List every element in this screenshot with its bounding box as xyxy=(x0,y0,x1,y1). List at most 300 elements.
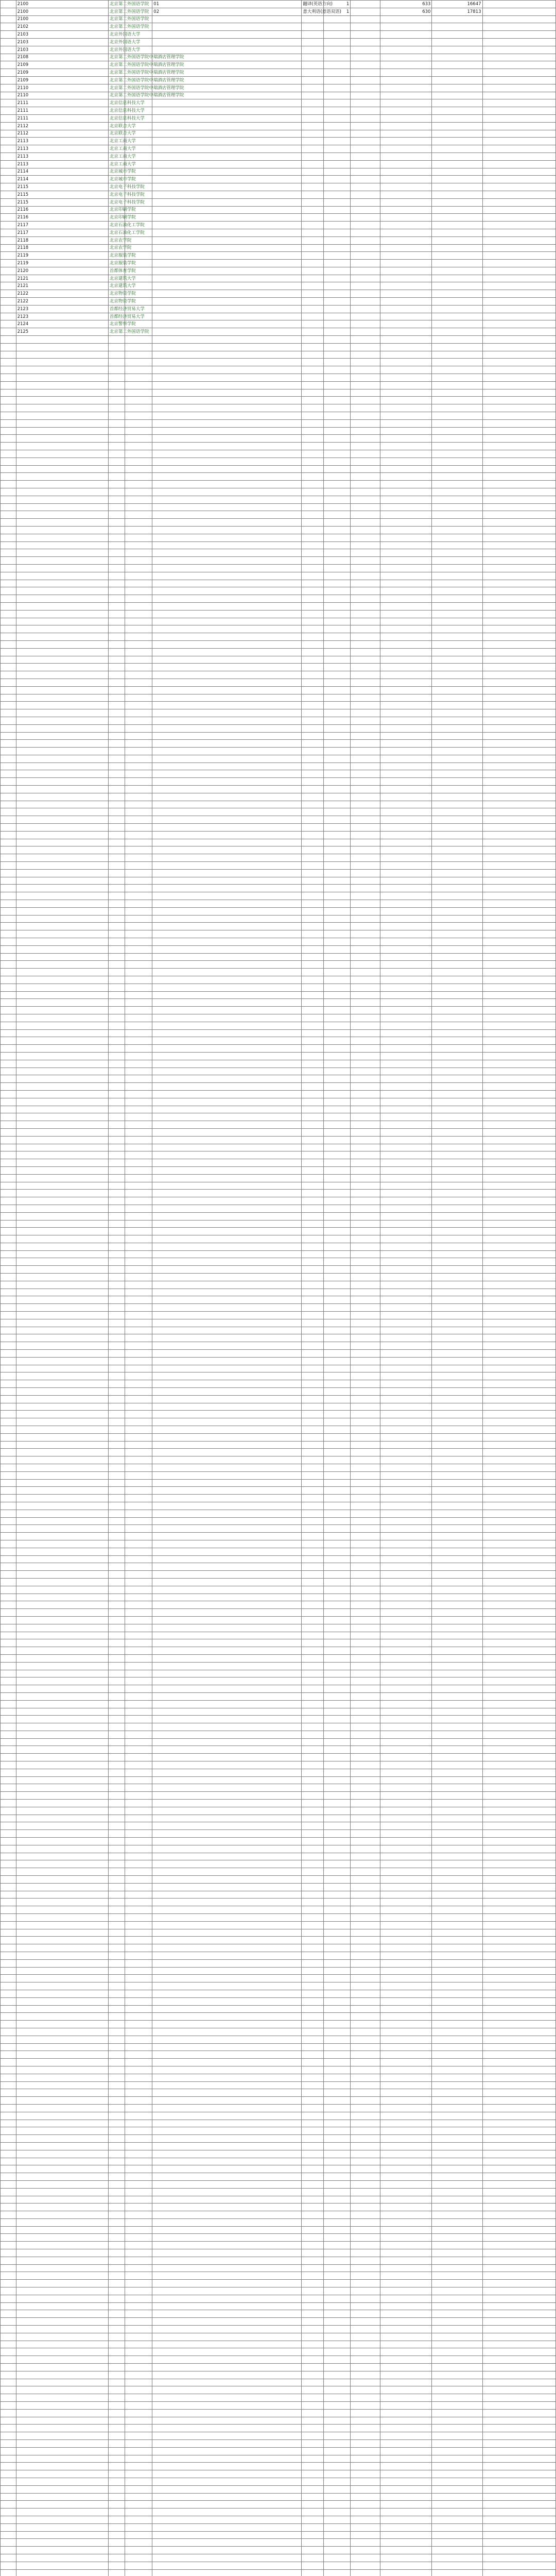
major-code-cell xyxy=(152,854,302,862)
enrolled-cell xyxy=(351,1372,380,1380)
plan-count-cell xyxy=(323,2516,351,2523)
min-rank-cell xyxy=(432,473,482,481)
code-cell xyxy=(16,2547,108,2554)
min-score-cell xyxy=(380,831,432,839)
plan-count-cell xyxy=(323,1891,351,1899)
batch-cell xyxy=(125,1388,152,1396)
enrolled-cell xyxy=(351,152,380,160)
batch-cell xyxy=(125,572,152,580)
plan-count-cell xyxy=(323,176,351,183)
enrolled-cell xyxy=(351,724,380,732)
plan-count-cell xyxy=(323,1677,351,1685)
min-score-cell xyxy=(380,412,432,420)
min-rank-cell xyxy=(432,602,482,610)
batch-cell xyxy=(125,1525,152,1533)
row-number-cell xyxy=(1,625,16,633)
note-cell xyxy=(482,892,555,900)
note-cell xyxy=(482,1312,555,1319)
code-cell xyxy=(16,2440,108,2448)
school-name-cell xyxy=(108,1319,125,1327)
table-row xyxy=(1,1876,556,1884)
batch-cell xyxy=(125,1982,152,1990)
code-cell: 2113 xyxy=(16,160,108,168)
major-code-cell xyxy=(152,198,302,206)
major-code-cell xyxy=(152,2463,302,2470)
plan-count-cell xyxy=(323,107,351,115)
enrolled-cell xyxy=(351,15,380,23)
major-code-cell xyxy=(152,656,302,664)
min-rank-cell xyxy=(432,1327,482,1334)
plan-count-cell xyxy=(323,961,351,969)
note-cell xyxy=(482,1495,555,1502)
min-rank-cell xyxy=(432,1548,482,1555)
major-code-cell xyxy=(152,1113,302,1121)
row-number-cell xyxy=(1,1357,16,1365)
enrolled-cell xyxy=(351,1090,380,1098)
major-name-cell xyxy=(302,130,323,138)
major-name-cell xyxy=(302,374,323,382)
enrolled-cell xyxy=(351,2242,380,2249)
school-name-cell xyxy=(108,2158,125,2165)
batch-cell xyxy=(125,1182,152,1190)
min-score-cell xyxy=(380,336,432,344)
major-code-cell xyxy=(152,2036,302,2043)
major-code-cell xyxy=(152,145,302,153)
major-code-cell xyxy=(152,640,302,648)
note-cell xyxy=(482,152,555,160)
major-code-cell xyxy=(152,1487,302,1495)
plan-count-cell xyxy=(323,260,351,267)
plan-count-cell xyxy=(323,1372,351,1380)
enrolled-cell xyxy=(351,2539,380,2547)
code-cell xyxy=(16,923,108,930)
note-cell xyxy=(482,1197,555,1205)
enrolled-cell xyxy=(351,481,380,488)
note-cell xyxy=(482,252,555,260)
batch-cell xyxy=(125,892,152,900)
code-cell xyxy=(16,1388,108,1396)
major-code-cell xyxy=(152,2142,302,2150)
major-name-cell xyxy=(302,2196,323,2204)
enrolled-cell xyxy=(351,869,380,877)
school-name-cell xyxy=(108,2226,125,2234)
min-rank-cell xyxy=(432,724,482,732)
enrolled-cell xyxy=(351,1327,380,1334)
batch-cell xyxy=(125,2432,152,2440)
table-row xyxy=(1,991,556,999)
min-rank-cell xyxy=(432,2226,482,2234)
table-row xyxy=(1,717,556,724)
school-name-cell xyxy=(108,885,125,892)
code-cell xyxy=(16,1403,108,1411)
min-rank-cell xyxy=(432,122,482,130)
code-cell xyxy=(16,1266,108,1274)
school-name-cell: 北京服装学院 xyxy=(108,260,125,267)
code-cell xyxy=(16,1967,108,1975)
code-cell xyxy=(16,770,108,778)
plan-count-cell xyxy=(323,824,351,832)
note-cell xyxy=(482,1944,555,1952)
major-name-cell xyxy=(302,1776,323,1784)
table-row xyxy=(1,457,556,465)
min-rank-cell xyxy=(432,1716,482,1723)
row-number-cell xyxy=(1,1456,16,1464)
min-score-cell xyxy=(380,1906,432,1914)
min-score-cell xyxy=(380,435,432,443)
code-cell xyxy=(16,2112,108,2120)
note-cell xyxy=(482,762,555,770)
school-name-cell xyxy=(108,1632,125,1639)
code-cell: 2103 xyxy=(16,46,108,54)
major-name-cell xyxy=(302,1190,323,1197)
note-cell xyxy=(482,2242,555,2249)
batch-cell xyxy=(125,839,152,846)
plan-count-cell xyxy=(323,1159,351,1167)
major-name-cell xyxy=(302,1609,323,1617)
plan-count-cell xyxy=(323,1776,351,1784)
major-name-cell xyxy=(302,2066,323,2074)
major-name-cell xyxy=(302,656,323,664)
batch-cell xyxy=(125,1128,152,1136)
row-number-cell xyxy=(1,1258,16,1266)
enrolled-cell xyxy=(351,1548,380,1555)
major-name-cell xyxy=(302,267,323,275)
batch-cell xyxy=(125,2257,152,2264)
note-cell xyxy=(482,1563,555,1571)
major-name-cell xyxy=(302,222,323,229)
min-rank-cell xyxy=(432,366,482,374)
enrolled-cell xyxy=(351,1357,380,1365)
table-row xyxy=(1,1716,556,1723)
batch-cell xyxy=(125,2501,152,2509)
major-name-cell xyxy=(302,526,323,534)
major-code-cell xyxy=(152,412,302,420)
min-rank-cell xyxy=(432,953,482,961)
code-cell xyxy=(16,1586,108,1594)
row-number-cell xyxy=(1,1830,16,1838)
school-name-cell xyxy=(108,2234,125,2242)
table-row xyxy=(1,1830,556,1838)
major-code-cell xyxy=(152,1151,302,1159)
plan-count-cell xyxy=(323,419,351,427)
enrolled-cell xyxy=(351,1334,380,1342)
major-code-cell xyxy=(152,2295,302,2302)
table-row xyxy=(1,1815,556,1822)
code-cell xyxy=(16,1342,108,1350)
plan-count-cell xyxy=(323,1792,351,1800)
table-row xyxy=(1,2295,556,2302)
min-rank-cell xyxy=(432,2135,482,2143)
min-rank-cell xyxy=(432,229,482,236)
major-code-cell xyxy=(152,2249,302,2257)
major-code-cell xyxy=(152,1418,302,1426)
note-cell xyxy=(482,76,555,84)
note-cell xyxy=(482,1754,555,1761)
table-row xyxy=(1,481,556,488)
school-name-cell xyxy=(108,2242,125,2249)
code-cell xyxy=(16,686,108,694)
note-cell xyxy=(482,214,555,222)
school-name-cell xyxy=(108,717,125,724)
code-cell xyxy=(16,1784,108,1792)
enrolled-cell xyxy=(351,1037,380,1045)
major-name-cell xyxy=(302,152,323,160)
major-code-cell xyxy=(152,2310,302,2318)
major-name-cell xyxy=(302,1411,323,1418)
plan-count-cell xyxy=(323,2501,351,2509)
plan-count-cell xyxy=(323,1266,351,1274)
plan-count-cell xyxy=(323,1654,351,1662)
enrolled-cell xyxy=(351,1113,380,1121)
major-code-cell xyxy=(152,740,302,748)
enrolled-cell xyxy=(351,236,380,244)
row-number-cell xyxy=(1,84,16,92)
note-cell xyxy=(482,541,555,549)
code-cell xyxy=(16,831,108,839)
table-row xyxy=(1,260,556,267)
enrolled-cell xyxy=(351,1228,380,1235)
note-cell xyxy=(482,2386,555,2394)
min-rank-cell xyxy=(432,31,482,39)
min-score-cell xyxy=(380,1761,432,1769)
plan-count-cell xyxy=(323,2264,351,2272)
enrolled-cell xyxy=(351,76,380,84)
school-name-cell xyxy=(108,938,125,946)
row-number-cell xyxy=(1,1906,16,1914)
table-row xyxy=(1,1784,556,1792)
row-number-cell xyxy=(1,152,16,160)
table-row xyxy=(1,671,556,679)
plan-count-cell xyxy=(323,336,351,344)
row-number-cell xyxy=(1,1959,16,1967)
enrolled-cell xyxy=(351,2547,380,2554)
code-cell xyxy=(16,1670,108,1677)
school-name-cell xyxy=(108,1136,125,1144)
enrolled-cell xyxy=(351,366,380,374)
min-score-cell xyxy=(380,2173,432,2181)
min-score-cell xyxy=(380,305,432,313)
major-code-cell xyxy=(152,2302,302,2310)
min-score-cell xyxy=(380,2302,432,2310)
note-cell xyxy=(482,1800,555,1807)
major-name-cell xyxy=(302,1517,323,1525)
table-row xyxy=(1,2409,556,2417)
major-code-cell xyxy=(152,1860,302,1868)
plan-count-cell xyxy=(323,206,351,214)
row-number-cell xyxy=(1,1037,16,1045)
major-code-cell xyxy=(152,793,302,801)
code-cell xyxy=(16,610,108,618)
min-rank-cell xyxy=(432,1121,482,1129)
enrolled-cell xyxy=(351,267,380,275)
note-cell xyxy=(482,2478,555,2485)
note-cell xyxy=(482,1609,555,1617)
min-rank-cell xyxy=(432,2509,482,2516)
min-score-cell xyxy=(380,519,432,527)
school-name-cell xyxy=(108,2409,125,2417)
batch-cell xyxy=(125,748,152,755)
min-rank-cell xyxy=(432,557,482,565)
code-cell xyxy=(16,2287,108,2295)
major-name-cell xyxy=(302,427,323,435)
major-name-cell xyxy=(302,1228,323,1235)
min-rank-cell xyxy=(432,702,482,709)
note-cell xyxy=(482,770,555,778)
plan-count-cell xyxy=(323,640,351,648)
major-code-cell xyxy=(152,404,302,412)
plan-count-cell xyxy=(323,1357,351,1365)
min-score-cell xyxy=(380,260,432,267)
code-cell xyxy=(16,2158,108,2165)
plan-count-cell xyxy=(323,1723,351,1731)
batch-cell xyxy=(125,534,152,541)
major-code-cell xyxy=(152,999,302,1007)
school-name-cell: 北京第二外国语学院 xyxy=(108,8,125,15)
min-score-cell xyxy=(380,717,432,724)
table-row xyxy=(1,2158,556,2165)
major-name-cell xyxy=(302,1906,323,1914)
min-score-cell xyxy=(380,275,432,282)
min-rank-cell xyxy=(432,2120,482,2127)
plan-count-cell xyxy=(323,953,351,961)
code-cell xyxy=(16,1883,108,1891)
code-cell xyxy=(16,1106,108,1113)
note-cell xyxy=(482,481,555,488)
note-cell xyxy=(482,1487,555,1495)
batch-cell xyxy=(125,1876,152,1884)
note-cell xyxy=(482,2287,555,2295)
code-cell xyxy=(16,549,108,557)
row-number-cell xyxy=(1,1571,16,1579)
code-cell xyxy=(16,709,108,717)
code-cell xyxy=(16,2043,108,2051)
note-cell xyxy=(482,366,555,374)
major-name-cell xyxy=(302,976,323,984)
major-name-cell xyxy=(302,443,323,450)
enrolled-cell xyxy=(351,1746,380,1754)
code-cell xyxy=(16,778,108,786)
table-row xyxy=(1,138,556,145)
major-code-cell xyxy=(152,1838,302,1845)
school-name-cell xyxy=(108,1563,125,1571)
code-cell xyxy=(16,2120,108,2127)
major-name-cell xyxy=(302,557,323,565)
row-number-cell xyxy=(1,1746,16,1754)
table-row xyxy=(1,892,556,900)
major-code-cell xyxy=(152,984,302,991)
plan-count-cell xyxy=(323,915,351,923)
enrolled-cell xyxy=(351,610,380,618)
major-code-cell xyxy=(152,953,302,961)
note-cell xyxy=(482,1997,555,2005)
major-code-cell xyxy=(152,2478,302,2485)
plan-count-cell xyxy=(323,816,351,824)
plan-count-cell xyxy=(323,1456,351,1464)
major-code-cell xyxy=(152,1426,302,1434)
min-rank-cell xyxy=(432,999,482,1007)
row-number-cell xyxy=(1,1800,16,1807)
code-cell xyxy=(16,1807,108,1815)
note-cell xyxy=(482,816,555,824)
enrolled-cell xyxy=(351,2485,380,2493)
batch-cell xyxy=(125,793,152,801)
code-cell xyxy=(16,2402,108,2410)
enrolled-cell xyxy=(351,1670,380,1677)
batch-cell xyxy=(125,2188,152,2196)
major-code-cell xyxy=(152,2059,302,2066)
batch-cell xyxy=(125,374,152,382)
code-cell xyxy=(16,1708,108,1716)
code-cell xyxy=(16,1281,108,1289)
school-name-cell xyxy=(108,1327,125,1334)
major-name-cell xyxy=(302,999,323,1007)
code-cell xyxy=(16,740,108,748)
note-cell xyxy=(482,1776,555,1784)
row-number-cell xyxy=(1,2081,16,2089)
major-name-cell xyxy=(302,1296,323,1304)
plan-count-cell xyxy=(323,2204,351,2211)
min-rank-cell xyxy=(432,1517,482,1525)
enrolled-cell xyxy=(351,2188,380,2196)
min-score-cell xyxy=(380,2394,432,2402)
code-cell xyxy=(16,2021,108,2028)
plan-count-cell xyxy=(323,61,351,69)
school-name-cell xyxy=(108,1441,125,1449)
major-name-cell xyxy=(302,2097,323,2105)
note-cell xyxy=(482,824,555,832)
row-number-cell xyxy=(1,320,16,328)
school-name-cell xyxy=(108,793,125,801)
school-name-cell xyxy=(108,1258,125,1266)
min-rank-cell xyxy=(432,1868,482,1876)
min-rank-cell xyxy=(432,2409,482,2417)
school-name-cell xyxy=(108,1944,125,1952)
major-name-cell xyxy=(302,2142,323,2150)
table-row xyxy=(1,1136,556,1144)
table-row xyxy=(1,1,556,8)
major-code-cell xyxy=(152,1746,302,1754)
school-name-cell xyxy=(108,572,125,580)
code-cell xyxy=(16,1906,108,1914)
plan-count-cell xyxy=(323,1380,351,1388)
note-cell xyxy=(482,2379,555,2386)
enrolled-cell xyxy=(351,1304,380,1312)
plan-count-cell xyxy=(323,1959,351,1967)
school-name-cell xyxy=(108,1052,125,1060)
note-cell xyxy=(482,2005,555,2013)
note-cell xyxy=(482,1235,555,1243)
enrolled-cell xyxy=(351,1464,380,1472)
major-code-cell xyxy=(152,488,302,496)
row-number-cell xyxy=(1,145,16,153)
min-rank-cell xyxy=(432,2531,482,2539)
row-number-cell xyxy=(1,740,16,748)
note-cell xyxy=(482,2425,555,2432)
min-score-cell: 633 xyxy=(380,1,432,8)
code-cell xyxy=(16,595,108,603)
major-code-cell xyxy=(152,435,302,443)
note-cell xyxy=(482,2089,555,2097)
table-row xyxy=(1,222,556,229)
major-name-cell xyxy=(302,1113,323,1121)
code-cell xyxy=(16,991,108,999)
table-row xyxy=(1,1449,556,1456)
note-cell xyxy=(482,1350,555,1358)
plan-count-cell xyxy=(323,2333,351,2341)
plan-count-cell xyxy=(323,625,351,633)
plan-count-cell xyxy=(323,2120,351,2127)
note-cell xyxy=(482,1601,555,1609)
